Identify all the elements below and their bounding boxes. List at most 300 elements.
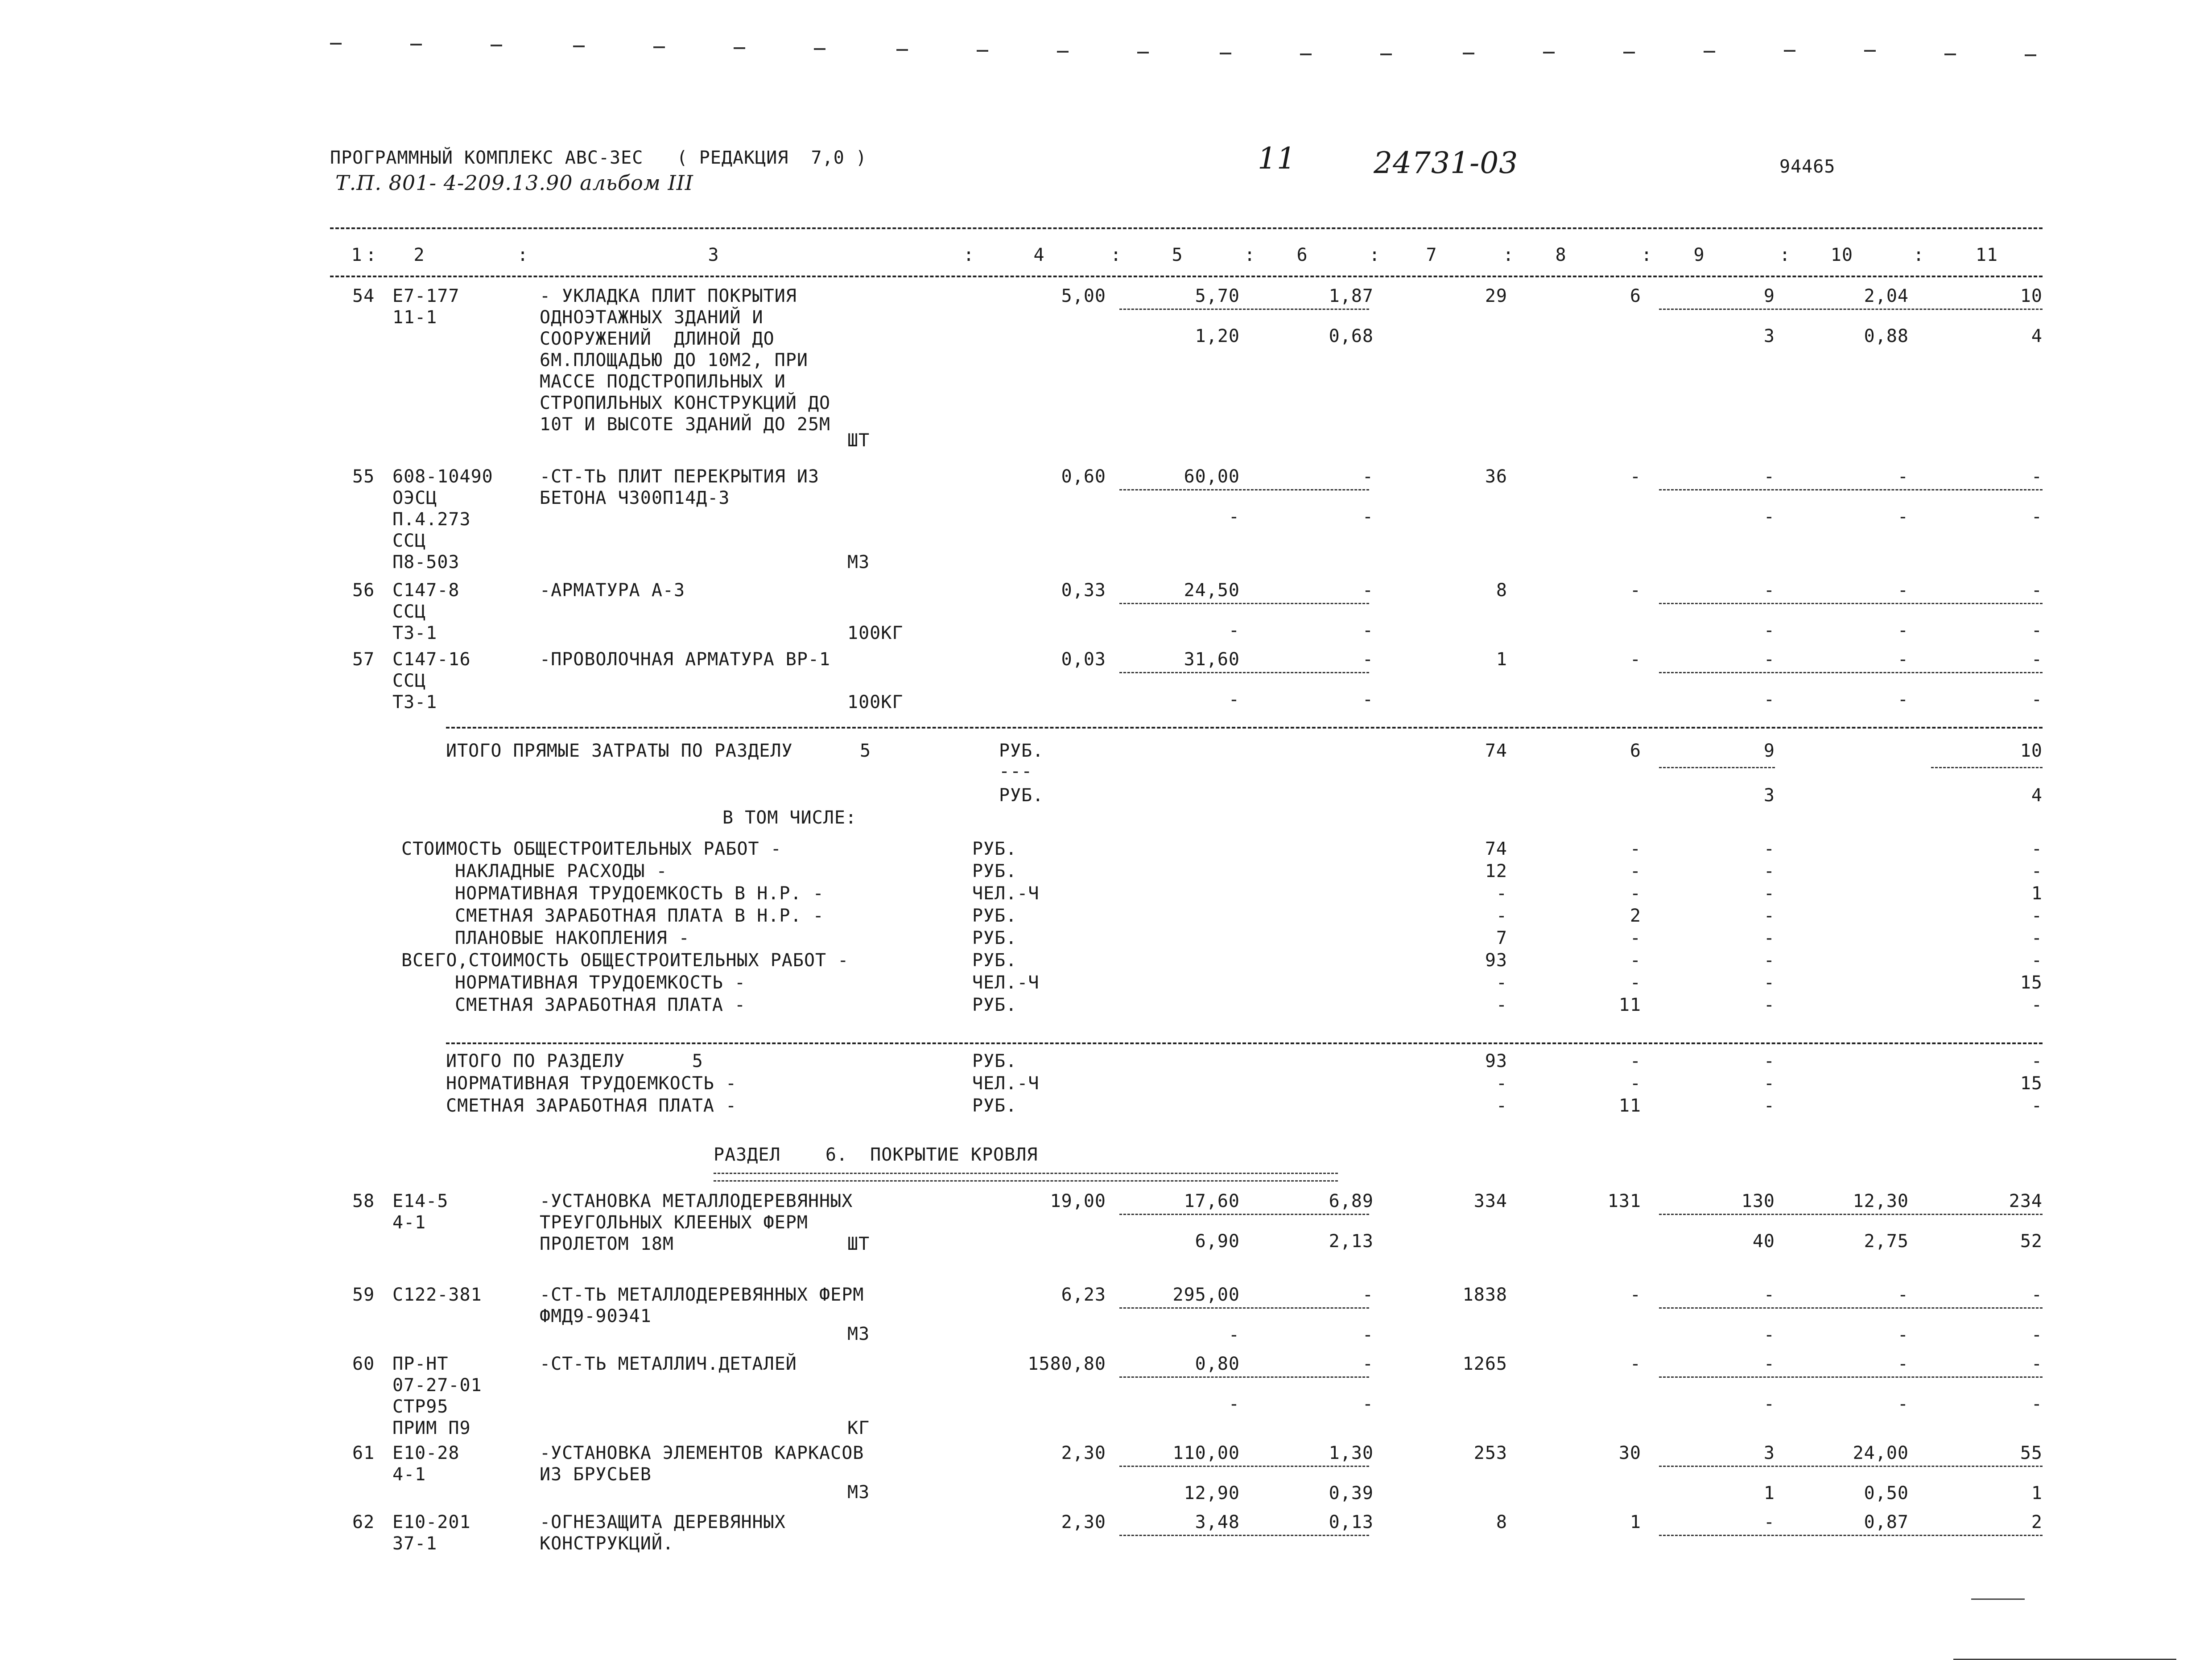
row-56-col-11: - bbox=[2031, 580, 2043, 601]
row-61-col-10-lower: 0,50 bbox=[1864, 1483, 1909, 1503]
row-54-description: 6М.ПЛОЩАДЬЮ ДО 10М2, ПРИ bbox=[540, 350, 808, 371]
row-54-col-6-lower: 0,68 bbox=[1329, 326, 1374, 346]
row-55-col-11-lower: - bbox=[2031, 507, 2043, 527]
row-58-col-5: 17,60 bbox=[1184, 1191, 1240, 1211]
breakdown-col-11-4: - bbox=[2031, 928, 2043, 948]
page-number: 11 bbox=[1258, 141, 1296, 176]
row-54-col-9-lower: 3 bbox=[1763, 326, 1775, 346]
row-62-col-11: 2 bbox=[2031, 1512, 2043, 1532]
row-59-col-4: 6,23 bbox=[1061, 1285, 1106, 1305]
breakdown-col-7-7: - bbox=[1496, 995, 1507, 1015]
breakdown-col-9-5: - bbox=[1763, 950, 1775, 971]
total-unit-2: РУБ. bbox=[972, 1096, 1017, 1116]
row-60-code: ПРИМ П9 bbox=[392, 1418, 471, 1438]
row-60-col-9-lower: - bbox=[1763, 1394, 1775, 1414]
document-sheet: ПРОГРАММНЫЙ КОМПЛЕКС АВС-ЗЕС ( РЕДАКЦИЯ 7,0 ) Т.П. 801- 4-209.13.90 альбом III 11 24731-03 94465 1 2 3 4 5 6 7 8 9 10 11 : : : : : : : : : : 54 Е7-177 11-1 - УКЛАДКА ПЛИТ ПОКРЫТИЯ ОДНОЭТАЖНЫХ ЗДАНИЙ И СООРУЖЕНИЙ ДЛИНОЙ ДО 6М.ПЛОЩАДЬЮ ДО 10М2, ПРИ МАССЕ ПОДСТРОПИЛЬНЫХ И СТРОПИЛЬНЫХ КОНСТРУКЦИЙ ДО 10Т И ВЫСОТЕ ЗДАНИЙ ДО 25М 5,00 5,70 1,87 29 6 9 2,04 10 1,20 0,68 3 0,88 4 ШТ 55 608-10490 ОЭСЦ П.4.273 ССЦ П8-503 -СТ-ТЬ ПЛИТ ПЕРЕКРЫТИЯ ИЗ БЕТОНА Ч300П14Д-3 0,60 60,00 - 36 - - - - - - - - - М3 56 С147-8 ССЦ Т3-1 -АРМАТУРА А-3 0,33 24,50 - 8 - - - - - - - - - 100КГ 57 С147-16 ССЦ Т3-1 -ПРОВОЛОЧНАЯ АРМАТУРА ВР-1 0,03 31,60 - 1 - - - - - - - - - 100КГ ИТОГО ПРЯМЫЕ ЗАТРАТЫ ПО РАЗДЕЛУ 5 РУБ. --- РУБ. 74 6 9 10 3 4 В ТОМ ЧИСЛЕ: СТОИМОСТЬ ОБЩЕСТРОИТЕЛЬНЫХ РАБОТ - РУБ. 74 - - - НАКЛАДНЫЕ РАСХОДЫ - РУБ. 12 - - - НОРМАТИВНАЯ ТРУДОЕМКОСТЬ В Н.Р. - ЧЕЛ.-Ч - - - 1 СМЕТНАЯ ЗАРАБОТНАЯ ПЛАТА В Н.Р. - РУБ. - 2 - - ПЛАНОВЫЕ НАКОПЛЕНИЯ - РУБ. 7 - - - ВСЕГО,СТОИМОСТЬ ОБЩЕСТРОИТЕЛЬНЫХ РАБОТ - РУБ. 93 - - - НОРМАТИВНАЯ ТРУДОЕМКОСТЬ - ЧЕЛ.-Ч - - - 15 СМЕТНАЯ ЗАРАБОТНАЯ ПЛАТА - РУБ. - 11 - - ИТОГО ПО РАЗДЕЛУ 5 РУБ. 93 - - - НОРМАТИВНАЯ ТРУДОЕМКОСТЬ - ЧЕЛ.-Ч - - - 15 СМЕТНАЯ ЗАРАБОТНАЯ ПЛАТА - РУБ. - 11 - - РАЗДЕЛ 6. ПОКРЫТИЕ КРОВЛЯ 58 Е14-5 4-1 -УСТАНОВКА МЕТАЛЛОДЕРЕВЯННЫХ ТРЕУГОЛЬНЫХ КЛЕЕНЫХ ФЕРМ ПРОЛЕТОМ 18М 19,00 17,60 6,89 334 131 130 12,30 234 6,90 2,13 40 2,75 52 ШТ 59 С122-381 -СТ-ТЬ МЕТАЛЛОДЕРЕВЯННЫХ ФЕРМ ФМД9-90Э41 6,23 295,00 - 1838 - - - - - - - - - М3 60 ПР-НТ 07-27-01 СТР95 ПРИМ П9 -СТ-ТЬ МЕТАЛЛИЧ.ДЕТАЛЕЙ 1580,80 0,80 - 1265 - - - - - - - - - КГ 61 Е10-28 4-1 -УСТАНОВКА ЭЛЕМЕНТОВ КАРКАСОВ ИЗ БРУСЬЕВ 2,30 110,00 1,30 253 30 3 24,00 55 12,90 0,39 1 0,50 1 М3 62 Е10-201 37-1 -ОГНЕЗАЩИТА ДЕРЕВЯННЫХ КОНСТРУКЦИЙ. 2,30 3,48 0,13 8 1 - 0,87 2 bbox=[0, 0, 2212, 1660]
row-60-col-10-lower: - bbox=[1897, 1394, 1909, 1414]
row-56-number: 56 bbox=[352, 580, 375, 601]
row-61-col-10: 24,00 bbox=[1853, 1443, 1909, 1463]
row-55-code: П.4.273 bbox=[392, 509, 471, 530]
row-54-description: 10Т И ВЫСОТЕ ЗДАНИЙ ДО 25М bbox=[540, 414, 831, 435]
row-62-description: КОНСТРУКЦИЙ. bbox=[540, 1533, 674, 1554]
column-header-2: 2 bbox=[413, 245, 425, 265]
row-55-number: 55 bbox=[352, 466, 375, 487]
column-header-11: 11 bbox=[1975, 245, 1998, 265]
row-60-sub-rule-right bbox=[1659, 1376, 2043, 1378]
row-55-col-6-lower: - bbox=[1362, 507, 1374, 527]
column-separator: : bbox=[963, 245, 975, 265]
row-62-col-4: 2,30 bbox=[1061, 1512, 1106, 1532]
breakdown-col-9-2: - bbox=[1763, 883, 1775, 904]
total-col-11-2: - bbox=[2031, 1096, 2043, 1116]
row-57-col-6-lower: - bbox=[1362, 689, 1374, 710]
row-57-code: С147-16 bbox=[392, 649, 471, 670]
row-60-col-6-lower: - bbox=[1362, 1394, 1374, 1414]
row-60-col-11-lower: - bbox=[2031, 1394, 2043, 1414]
section-6-title: РАЗДЕЛ 6. ПОКРЫТИЕ КРОВЛЯ bbox=[714, 1145, 1038, 1165]
row-62-code: Е10-201 bbox=[392, 1512, 471, 1532]
row-60-col-10: - bbox=[1897, 1354, 1909, 1374]
row-59-number: 59 bbox=[352, 1285, 375, 1305]
row-61-col-6-lower: 0,39 bbox=[1329, 1483, 1374, 1503]
row-60-unit: КГ bbox=[847, 1418, 870, 1438]
row-60-code: ПР-НТ bbox=[392, 1354, 449, 1374]
row-60-col-5: 0,80 bbox=[1195, 1354, 1240, 1374]
row-55-col-7: 36 bbox=[1485, 466, 1507, 487]
row-56-col-9-lower: - bbox=[1763, 620, 1775, 641]
total-col-7-2: - bbox=[1496, 1096, 1507, 1116]
row-57-description: -ПРОВОЛОЧНАЯ АРМАТУРА ВР-1 bbox=[540, 649, 831, 670]
including-label: В ТОМ ЧИСЛЕ: bbox=[722, 807, 857, 828]
row-54-col-4: 5,00 bbox=[1061, 286, 1106, 306]
row-56-code: Т3-1 bbox=[392, 623, 437, 643]
row-56-col-5-lower: - bbox=[1228, 620, 1240, 641]
row-62-code: 37-1 bbox=[392, 1533, 437, 1554]
row-57-col-11-lower: - bbox=[2031, 689, 2043, 710]
direct-costs-c9b: 3 bbox=[1763, 785, 1775, 806]
header-rule-top bbox=[330, 227, 2043, 229]
row-56-code: ССЦ bbox=[392, 601, 426, 622]
handwritten-ref: Т.П. 801- 4-209.13.90 альбом III bbox=[335, 171, 693, 195]
total-col-8-2: 11 bbox=[1618, 1096, 1641, 1116]
row-57-col-7: 1 bbox=[1496, 649, 1507, 670]
row-58-sub-rule bbox=[1119, 1214, 1369, 1215]
row-60-col-4: 1580,80 bbox=[1028, 1354, 1106, 1374]
breakdown-col-9-6: - bbox=[1763, 972, 1775, 993]
margin-rule bbox=[1971, 1598, 2025, 1600]
column-header-10: 10 bbox=[1830, 245, 1853, 265]
document-number: 24731-03 bbox=[1374, 146, 1519, 180]
row-58-description: ПРОЛЕТОМ 18М bbox=[540, 1234, 674, 1254]
direct-costs-c9: 9 bbox=[1763, 741, 1775, 761]
breakdown-unit-3: РУБ. bbox=[972, 906, 1017, 926]
row-54-col-9: 9 bbox=[1763, 286, 1775, 306]
row-54-col-10: 2,04 bbox=[1864, 286, 1909, 306]
breakdown-col-11-2: 1 bbox=[2031, 883, 2043, 904]
column-separator: : bbox=[1913, 245, 1925, 265]
breakdown-col-7-4: 7 bbox=[1496, 928, 1507, 948]
row-58-code: Е14-5 bbox=[392, 1191, 449, 1211]
row-62-number: 62 bbox=[352, 1512, 375, 1532]
breakdown-label-4: ПЛАНОВЫЕ НАКОПЛЕНИЯ - bbox=[455, 928, 690, 948]
column-header-4: 4 bbox=[1033, 245, 1045, 265]
row-60-col-7: 1265 bbox=[1462, 1354, 1507, 1374]
column-separator: : bbox=[1503, 245, 1515, 265]
row-61-sub-rule bbox=[1119, 1466, 1369, 1467]
total-col-8-0: - bbox=[1630, 1051, 1641, 1071]
row-62-description: -ОГНЕЗАЩИТА ДЕРЕВЯННЫХ bbox=[540, 1512, 786, 1532]
total-label-0: ИТОГО ПО РАЗДЕЛУ 5 bbox=[446, 1051, 703, 1071]
program-line: ПРОГРАММНЫЙ КОМПЛЕКС АВС-ЗЕС ( РЕДАКЦИЯ 7,0 ) bbox=[330, 148, 867, 168]
column-header-5: 5 bbox=[1172, 245, 1183, 265]
row-62-sub-rule bbox=[1119, 1535, 1369, 1536]
breakdown-col-8-5: - bbox=[1630, 950, 1641, 971]
breakdown-col-9-4: - bbox=[1763, 928, 1775, 948]
total-label-2: СМЕТНАЯ ЗАРАБОТНАЯ ПЛАТА - bbox=[446, 1096, 737, 1116]
breakdown-label-2: НОРМАТИВНАЯ ТРУДОЕМКОСТЬ В Н.Р. - bbox=[455, 883, 824, 904]
direct-costs-rule bbox=[446, 727, 2043, 729]
row-56-description: -АРМАТУРА А-3 bbox=[540, 580, 685, 601]
direct-costs-c11: 10 bbox=[2020, 741, 2043, 761]
row-59-col-6-lower: - bbox=[1362, 1325, 1374, 1345]
breakdown-label-7: СМЕТНАЯ ЗАРАБОТНАЯ ПЛАТА - bbox=[455, 995, 746, 1015]
breakdown-label-3: СМЕТНАЯ ЗАРАБОТНАЯ ПЛАТА В Н.Р. - bbox=[455, 906, 824, 926]
breakdown-col-9-0: - bbox=[1763, 839, 1775, 859]
row-57-code: Т3-1 bbox=[392, 692, 437, 713]
breakdown-col-11-3: - bbox=[2031, 906, 2043, 926]
document-code: 94465 bbox=[1779, 157, 1836, 177]
row-58-col-9: 130 bbox=[1741, 1191, 1775, 1211]
breakdown-label-6: НОРМАТИВНАЯ ТРУДОЕМКОСТЬ - bbox=[455, 972, 746, 993]
direct-costs-label: ИТОГО ПРЯМЫЕ ЗАТРАТЫ ПО РАЗДЕЛУ 5 bbox=[446, 741, 871, 761]
breakdown-col-7-1: 12 bbox=[1485, 861, 1507, 881]
breakdown-col-11-7: - bbox=[2031, 995, 2043, 1015]
row-54-unit: ШТ bbox=[847, 430, 870, 451]
row-62-col-7: 8 bbox=[1496, 1512, 1507, 1532]
row-60-description: -СТ-ТЬ МЕТАЛЛИЧ.ДЕТАЛЕЙ bbox=[540, 1354, 797, 1374]
row-54-sub-rule-right bbox=[1659, 309, 2043, 310]
row-59-col-10-lower: - bbox=[1897, 1325, 1909, 1345]
row-58-col-10: 12,30 bbox=[1853, 1191, 1909, 1211]
row-56-col-6: - bbox=[1362, 580, 1374, 601]
row-57-col-6: - bbox=[1362, 649, 1374, 670]
column-separator: : bbox=[1369, 245, 1381, 265]
row-58-col-11: 234 bbox=[2009, 1191, 2043, 1211]
breakdown-unit-1: РУБ. bbox=[972, 861, 1017, 881]
row-61-unit: М3 bbox=[847, 1482, 870, 1503]
row-59-sub-rule-right bbox=[1659, 1307, 2043, 1309]
direct-costs-unit-b: РУБ. bbox=[999, 785, 1044, 806]
breakdown-col-8-3: 2 bbox=[1630, 906, 1641, 926]
column-separator: : bbox=[1244, 245, 1256, 265]
row-55-code: ССЦ bbox=[392, 531, 426, 551]
row-61-col-4: 2,30 bbox=[1061, 1443, 1106, 1463]
row-62-col-10: 0,87 bbox=[1864, 1512, 1909, 1532]
direct-costs-c7: 74 bbox=[1485, 741, 1507, 761]
row-61-code: 4-1 bbox=[392, 1464, 426, 1485]
row-56-col-4: 0,33 bbox=[1061, 580, 1106, 601]
row-56-col-10-lower: - bbox=[1897, 620, 1909, 641]
row-61-col-7: 253 bbox=[1473, 1443, 1507, 1463]
breakdown-unit-7: РУБ. bbox=[972, 995, 1017, 1015]
row-55-sub-rule-right bbox=[1659, 489, 2043, 490]
row-57-code: ССЦ bbox=[392, 671, 426, 691]
row-59-col-11: - bbox=[2031, 1285, 2043, 1305]
row-54-col-7: 29 bbox=[1485, 286, 1507, 306]
row-58-col-6-lower: 2,13 bbox=[1329, 1231, 1374, 1252]
row-54-col-10-lower: 0,88 bbox=[1864, 326, 1909, 346]
breakdown-col-8-7: 11 bbox=[1618, 995, 1641, 1015]
breakdown-col-8-4: - bbox=[1630, 928, 1641, 948]
breakdown-unit-2: ЧЕЛ.-Ч bbox=[972, 883, 1040, 904]
breakdown-label-1: НАКЛАДНЫЕ РАСХОДЫ - bbox=[455, 861, 668, 881]
breakdown-unit-6: ЧЕЛ.-Ч bbox=[972, 972, 1040, 993]
total-col-9-1: - bbox=[1763, 1073, 1775, 1094]
row-54-description: - УКЛАДКА ПЛИТ ПОКРЫТИЯ bbox=[540, 286, 797, 306]
row-61-col-11-lower: 1 bbox=[2031, 1483, 2043, 1503]
row-57-sub-rule-right bbox=[1659, 672, 2043, 673]
breakdown-unit-4: РУБ. bbox=[972, 928, 1017, 948]
row-59-col-9-lower: - bbox=[1763, 1325, 1775, 1345]
row-55-col-9: - bbox=[1763, 466, 1775, 487]
breakdown-unit-0: РУБ. bbox=[972, 839, 1017, 859]
column-header-9: 9 bbox=[1693, 245, 1705, 265]
row-55-code: 608-10490 bbox=[392, 466, 493, 487]
row-61-code: Е10-28 bbox=[392, 1443, 460, 1463]
total-unit-1: ЧЕЛ.-Ч bbox=[972, 1073, 1040, 1094]
row-56-unit: 100КГ bbox=[847, 623, 904, 643]
breakdown-col-11-1: - bbox=[2031, 861, 2043, 881]
row-57-col-5: 31,60 bbox=[1184, 649, 1240, 670]
column-separator: : bbox=[1641, 245, 1653, 265]
row-61-col-5: 110,00 bbox=[1172, 1443, 1240, 1463]
row-58-col-6: 6,89 bbox=[1329, 1191, 1374, 1211]
section-5-total-rule bbox=[446, 1042, 2043, 1044]
column-header-3: 3 bbox=[708, 245, 719, 265]
row-54-sub-rule bbox=[1119, 309, 1369, 310]
row-56-col-6-lower: - bbox=[1362, 620, 1374, 641]
column-header-1: 1 bbox=[351, 245, 363, 265]
row-60-code: 07-27-01 bbox=[392, 1375, 482, 1396]
total-col-8-1: - bbox=[1630, 1073, 1641, 1094]
row-54-col-8: 6 bbox=[1630, 286, 1641, 306]
row-55-col-8: - bbox=[1630, 466, 1641, 487]
breakdown-col-8-6: - bbox=[1630, 972, 1641, 993]
row-59-col-5: 295,00 bbox=[1172, 1285, 1240, 1305]
row-61-col-5-lower: 12,90 bbox=[1184, 1483, 1240, 1503]
row-58-description: ТРЕУГОЛЬНЫХ КЛЕЕНЫХ ФЕРМ bbox=[540, 1212, 808, 1233]
row-54-col-5-lower: 1,20 bbox=[1195, 326, 1240, 346]
row-59-col-10: - bbox=[1897, 1285, 1909, 1305]
row-59-description: -СТ-ТЬ МЕТАЛЛОДЕРЕВЯННЫХ ФЕРМ bbox=[540, 1285, 864, 1305]
row-59-sub-rule bbox=[1119, 1307, 1369, 1309]
row-57-number: 57 bbox=[352, 649, 375, 670]
breakdown-unit-5: РУБ. bbox=[972, 950, 1017, 971]
row-56-sub-rule-right bbox=[1659, 603, 2043, 604]
total-col-9-2: - bbox=[1763, 1096, 1775, 1116]
row-60-sub-rule bbox=[1119, 1376, 1369, 1378]
row-54-description: СТРОПИЛЬНЫХ КОНСТРУКЦИЙ ДО bbox=[540, 393, 831, 413]
row-54-number: 54 bbox=[352, 286, 375, 306]
breakdown-col-7-2: - bbox=[1496, 883, 1507, 904]
row-61-col-11: 55 bbox=[2020, 1443, 2043, 1463]
column-header-8: 8 bbox=[1555, 245, 1567, 265]
breakdown-col-7-0: 74 bbox=[1485, 839, 1507, 859]
total-col-11-1: 15 bbox=[2020, 1073, 2043, 1094]
row-61-number: 61 bbox=[352, 1443, 375, 1463]
row-62-col-6: 0,13 bbox=[1329, 1512, 1374, 1532]
row-57-col-9-lower: - bbox=[1763, 689, 1775, 710]
column-separator: : bbox=[1110, 245, 1122, 265]
direct-costs-c11b: 4 bbox=[2031, 785, 2043, 806]
row-60-col-11: - bbox=[2031, 1354, 2043, 1374]
row-58-col-5-lower: 6,90 bbox=[1195, 1231, 1240, 1252]
row-54-col-5: 5,70 bbox=[1195, 286, 1240, 306]
row-60-col-9: - bbox=[1763, 1354, 1775, 1374]
row-58-col-9-lower: 40 bbox=[1752, 1231, 1775, 1252]
row-58-number: 58 bbox=[352, 1191, 375, 1211]
row-57-col-5-lower: - bbox=[1228, 689, 1240, 710]
row-61-col-9-lower: 1 bbox=[1763, 1483, 1775, 1503]
row-61-col-6: 1,30 bbox=[1329, 1443, 1374, 1463]
breakdown-col-11-5: - bbox=[2031, 950, 2043, 971]
row-59-col-8: - bbox=[1630, 1285, 1641, 1305]
header-rule-bottom bbox=[330, 276, 2043, 277]
row-58-code: 4-1 bbox=[392, 1212, 426, 1233]
row-55-col-5-lower: - bbox=[1228, 507, 1240, 527]
column-separator: : bbox=[1779, 245, 1791, 265]
column-header-7: 7 bbox=[1426, 245, 1437, 265]
row-59-col-5-lower: - bbox=[1228, 1325, 1240, 1345]
breakdown-col-7-5: 93 bbox=[1485, 950, 1507, 971]
row-57-col-8: - bbox=[1630, 649, 1641, 670]
total-col-7-0: 93 bbox=[1485, 1051, 1507, 1071]
breakdown-col-11-0: - bbox=[2031, 839, 2043, 859]
row-56-col-11-lower: - bbox=[2031, 620, 2043, 641]
breakdown-col-8-1: - bbox=[1630, 861, 1641, 881]
row-55-sub-rule bbox=[1119, 489, 1369, 490]
row-54-code: 11-1 bbox=[392, 307, 437, 328]
breakdown-col-9-1: - bbox=[1763, 861, 1775, 881]
row-62-sub-rule-right bbox=[1659, 1535, 2043, 1536]
breakdown-col-9-7: - bbox=[1763, 995, 1775, 1015]
row-61-description: ИЗ БРУСЬЕВ bbox=[540, 1464, 652, 1485]
row-56-col-10: - bbox=[1897, 580, 1909, 601]
total-col-11-0: - bbox=[2031, 1051, 2043, 1071]
row-55-col-10-lower: - bbox=[1897, 507, 1909, 527]
row-55-col-11: - bbox=[2031, 466, 2043, 487]
row-58-col-10-lower: 2,75 bbox=[1864, 1231, 1909, 1252]
row-61-col-8: 30 bbox=[1618, 1443, 1641, 1463]
row-57-col-10-lower: - bbox=[1897, 689, 1909, 710]
row-58-col-7: 334 bbox=[1473, 1191, 1507, 1211]
direct-costs-unit: РУБ. bbox=[999, 741, 1044, 761]
row-56-col-5: 24,50 bbox=[1184, 580, 1240, 601]
row-55-col-5: 60,00 bbox=[1184, 466, 1240, 487]
row-54-col-11: 10 bbox=[2020, 286, 2043, 306]
row-54-description: СООРУЖЕНИЙ ДЛИНОЙ ДО bbox=[540, 329, 775, 349]
breakdown-col-9-3: - bbox=[1763, 906, 1775, 926]
column-separator: : bbox=[517, 245, 529, 265]
row-54-col-6: 1,87 bbox=[1329, 286, 1374, 306]
breakdown-col-7-3: - bbox=[1496, 906, 1507, 926]
row-56-sub-rule bbox=[1119, 603, 1369, 604]
row-55-code: П8-503 bbox=[392, 552, 460, 573]
row-60-number: 60 bbox=[352, 1354, 375, 1374]
row-56-col-8: - bbox=[1630, 580, 1641, 601]
row-55-unit: М3 bbox=[847, 552, 870, 573]
row-62-col-8: 1 bbox=[1630, 1512, 1641, 1532]
row-62-col-9: - bbox=[1763, 1512, 1775, 1532]
row-60-code: СТР95 bbox=[392, 1396, 449, 1417]
breakdown-col-8-0: - bbox=[1630, 839, 1641, 859]
section-6-title-underline bbox=[714, 1173, 1338, 1182]
row-55-code: ОЭСЦ bbox=[392, 488, 437, 508]
row-55-col-4: 0,60 bbox=[1061, 466, 1106, 487]
breakdown-col-11-6: 15 bbox=[2020, 972, 2043, 993]
row-57-unit: 100КГ bbox=[847, 692, 904, 713]
row-55-col-9-lower: - bbox=[1763, 507, 1775, 527]
row-54-code: Е7-177 bbox=[392, 286, 460, 306]
row-54-col-11-lower: 4 bbox=[2031, 326, 2043, 346]
row-54-description: ОДНОЭТАЖНЫХ ЗДАНИЙ И bbox=[540, 307, 763, 328]
row-60-col-8: - bbox=[1630, 1354, 1641, 1374]
row-58-col-8: 131 bbox=[1607, 1191, 1641, 1211]
row-55-col-6: - bbox=[1362, 466, 1374, 487]
row-58-col-11-lower: 52 bbox=[2020, 1231, 2043, 1252]
direct-costs-c8: 6 bbox=[1630, 741, 1641, 761]
row-59-unit: М3 bbox=[847, 1324, 870, 1344]
row-58-description: -УСТАНОВКА МЕТАЛЛОДЕРЕВЯННЫХ bbox=[540, 1191, 853, 1211]
row-59-col-7: 1838 bbox=[1462, 1285, 1507, 1305]
row-59-col-6: - bbox=[1362, 1285, 1374, 1305]
row-54-description: МАССЕ ПОДСТРОПИЛЬНЫХ И bbox=[540, 371, 786, 392]
row-56-col-9: - bbox=[1763, 580, 1775, 601]
total-col-9-0: - bbox=[1763, 1051, 1775, 1071]
row-58-sub-rule-right bbox=[1659, 1214, 2043, 1215]
row-62-col-5: 3,48 bbox=[1195, 1512, 1240, 1532]
row-59-description: ФМД9-90Э41 bbox=[540, 1306, 652, 1326]
breakdown-label-0: СТОИМОСТЬ ОБЩЕСТРОИТЕЛЬНЫХ РАБОТ - bbox=[401, 839, 782, 859]
row-57-sub-rule bbox=[1119, 672, 1369, 673]
row-59-col-11-lower: - bbox=[2031, 1325, 2043, 1345]
row-57-col-11: - bbox=[2031, 649, 2043, 670]
total-unit-0: РУБ. bbox=[972, 1051, 1017, 1071]
row-61-col-9: 3 bbox=[1763, 1443, 1775, 1463]
row-60-col-5-lower: - bbox=[1228, 1394, 1240, 1414]
row-56-col-7: 8 bbox=[1496, 580, 1507, 601]
row-60-col-6: - bbox=[1362, 1354, 1374, 1374]
row-58-unit: ШТ bbox=[847, 1234, 870, 1254]
breakdown-col-7-6: - bbox=[1496, 972, 1507, 993]
row-57-col-10: - bbox=[1897, 649, 1909, 670]
row-61-sub-rule-right bbox=[1659, 1466, 2043, 1467]
row-58-col-4: 19,00 bbox=[1050, 1191, 1106, 1211]
total-label-1: НОРМАТИВНАЯ ТРУДОЕМКОСТЬ - bbox=[446, 1073, 737, 1094]
breakdown-col-8-2: - bbox=[1630, 883, 1641, 904]
breakdown-label-5: ВСЕГО,СТОИМОСТЬ ОБЩЕСТРОИТЕЛЬНЫХ РАБОТ - bbox=[401, 950, 849, 971]
row-55-description: БЕТОНА Ч300П14Д-3 bbox=[540, 488, 730, 508]
row-57-col-4: 0,03 bbox=[1061, 649, 1106, 670]
row-55-col-10: - bbox=[1897, 466, 1909, 487]
total-col-7-1: - bbox=[1496, 1073, 1507, 1094]
row-56-code: С147-8 bbox=[392, 580, 460, 601]
row-61-description: -УСТАНОВКА ЭЛЕМЕНТОВ КАРКАСОВ bbox=[540, 1443, 864, 1463]
row-59-code: С122-381 bbox=[392, 1285, 482, 1305]
row-55-description: -СТ-ТЬ ПЛИТ ПЕРЕКРЫТИЯ ИЗ bbox=[540, 466, 820, 487]
row-57-col-9: - bbox=[1763, 649, 1775, 670]
column-header-6: 6 bbox=[1296, 245, 1308, 265]
